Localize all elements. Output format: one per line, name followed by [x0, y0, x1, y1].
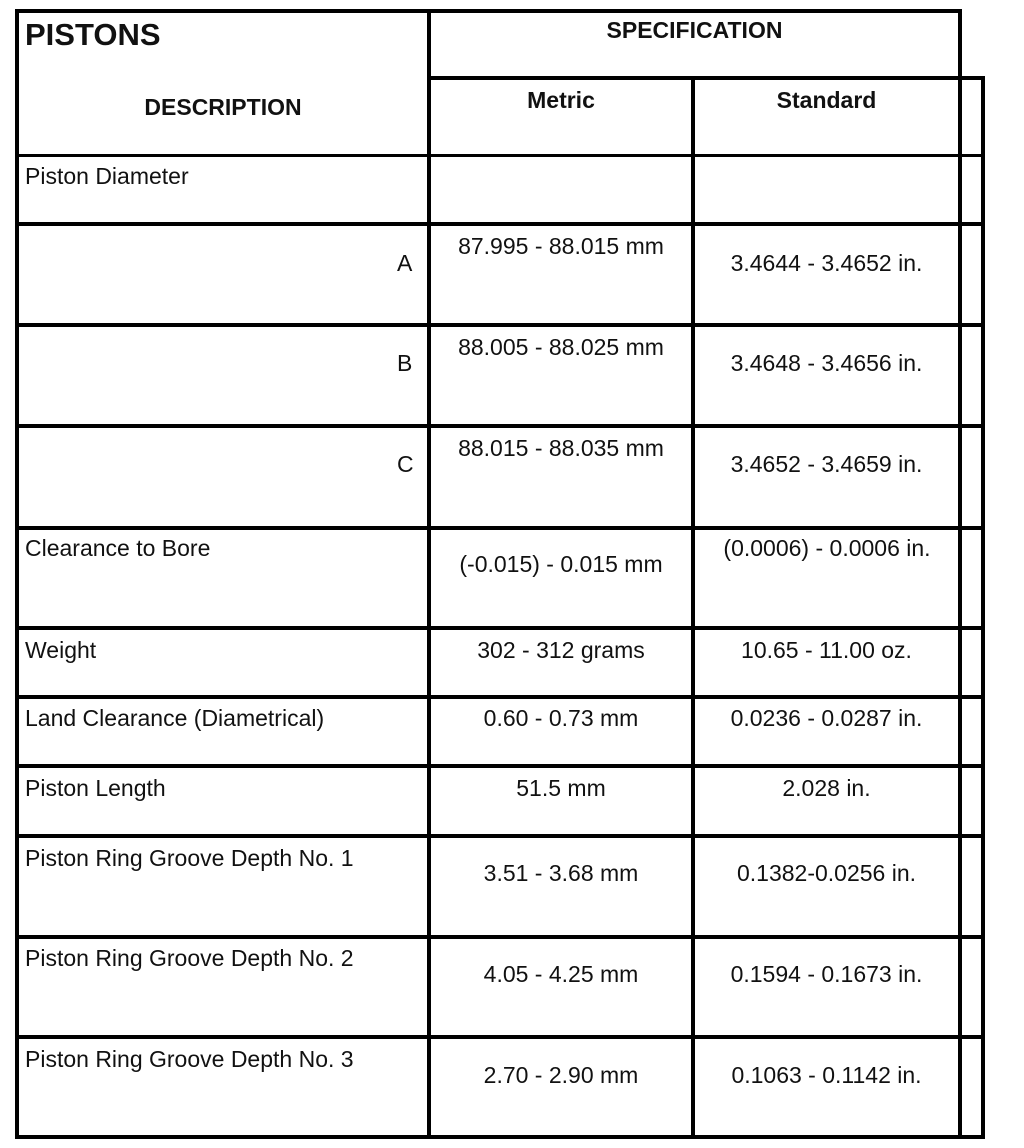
column-header-description: DESCRIPTION	[144, 94, 302, 120]
header-bottom-rule	[15, 154, 985, 157]
row-rule	[15, 935, 985, 939]
table-border-top	[15, 9, 962, 13]
row-description: Land Clearance (Diametrical)	[25, 705, 325, 731]
row-description: Weight	[25, 637, 97, 663]
row-description: C	[397, 451, 414, 477]
row-rule	[15, 764, 985, 768]
row-rule	[15, 695, 985, 699]
metric-value: 0.60 - 0.73 mm	[483, 705, 639, 731]
table-border-bottom	[15, 1135, 985, 1139]
row-description: A	[397, 250, 413, 276]
row-description: Clearance to Bore	[25, 535, 211, 561]
table-border-outer-right	[981, 76, 985, 1139]
standard-value: 3.4644 - 3.4652 in.	[730, 250, 923, 276]
row-rule	[15, 222, 985, 226]
standard-value: 2.028 in.	[782, 775, 871, 801]
column-header-standard: Standard	[776, 87, 877, 113]
row-rule	[15, 834, 985, 838]
row-rule	[15, 424, 985, 428]
row-description: Piston Ring Groove Depth No. 1	[25, 845, 354, 871]
row-description: Piston Diameter	[25, 163, 189, 189]
table-border-standard-right	[958, 9, 962, 1139]
metric-value: 302 - 312 grams	[477, 637, 645, 663]
row-rule	[15, 626, 985, 630]
row-description: B	[397, 350, 413, 376]
metric-value: 51.5 mm	[516, 775, 606, 801]
row-rule	[15, 1035, 985, 1039]
row-rule	[15, 323, 985, 327]
metric-value: 88.005 - 88.025 mm	[458, 334, 664, 360]
metric-value: 87.995 - 88.015 mm	[458, 233, 664, 259]
row-description: Piston Length	[25, 775, 166, 801]
metric-value: 2.70 - 2.90 mm	[483, 1062, 639, 1088]
standard-value: 0.1063 - 0.1142 in.	[731, 1062, 922, 1088]
metric-value: 3.51 - 3.68 mm	[483, 860, 639, 886]
standard-value: 3.4648 - 3.4656 in.	[730, 350, 923, 376]
table-border-left	[15, 9, 19, 1139]
standard-value: 0.1594 - 0.1673 in.	[730, 961, 923, 987]
standard-value: 10.65 - 11.00 oz.	[741, 637, 912, 663]
standard-value: 0.1382-0.0256 in.	[736, 860, 917, 886]
standard-value: 3.4652 - 3.4659 in.	[730, 451, 923, 477]
row-rule	[15, 526, 985, 530]
metric-value: 88.015 - 88.035 mm	[458, 435, 664, 461]
row-description: Piston Ring Groove Depth No. 2	[25, 945, 354, 971]
metric-value: 4.05 - 4.25 mm	[483, 961, 639, 987]
column-header-specification: SPECIFICATION	[606, 17, 783, 43]
standard-value: 0.0236 - 0.0287 in.	[730, 705, 923, 731]
spec-header-bottom-rule	[427, 76, 985, 80]
column-header-metric: Metric	[527, 87, 595, 113]
row-description: Piston Ring Groove Depth No. 3	[25, 1046, 354, 1072]
standard-value: (0.0006) - 0.0006 in.	[723, 535, 931, 561]
metric-value: (-0.015) - 0.015 mm	[459, 551, 663, 577]
table-title: PISTONS	[25, 17, 161, 52]
